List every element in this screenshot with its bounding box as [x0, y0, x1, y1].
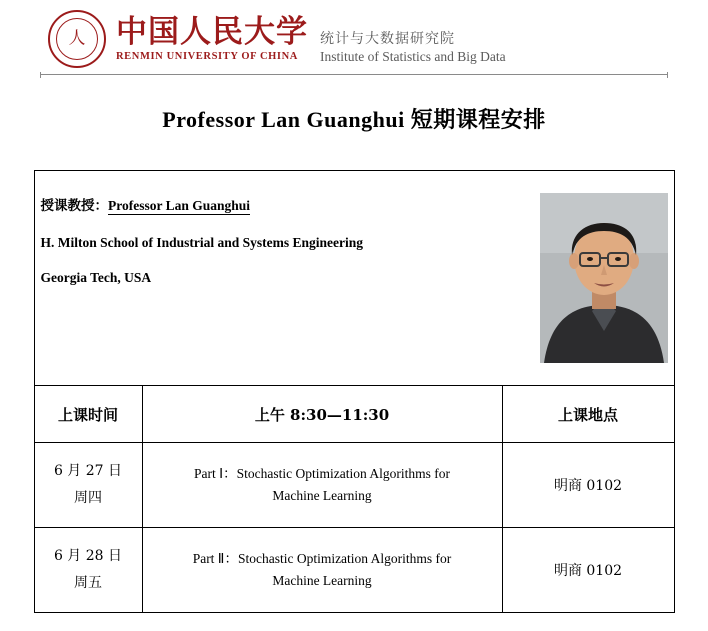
institute-name-en: Institute of Statistics and Big Data: [320, 49, 506, 65]
instructor-line-1: [41, 199, 540, 214]
row-date-line1: 6 月 27 日: [53, 463, 123, 480]
university-seal-icon: [48, 10, 106, 68]
portrait-graphic: [540, 193, 668, 363]
row-content: [142, 443, 502, 528]
institute-name-cn: 统计与大数据研究院: [320, 31, 455, 48]
header-branding: [0, 0, 708, 68]
divider-bar: [40, 74, 668, 75]
instructor-portrait-photo: [540, 193, 668, 363]
column-header-content: 上午 8:30—11:30: [142, 386, 502, 443]
university-name-en: RENMIN UNIVERSITY OF CHINA: [116, 50, 298, 62]
row-date: [34, 528, 142, 613]
row-content: [142, 528, 502, 613]
row-content-line2: Machine Learning: [272, 488, 372, 503]
row-place: 明商 0102: [502, 443, 674, 528]
column-header-place: 上课地点: [502, 386, 674, 443]
instructor-label: 授课教授：: [40, 198, 108, 214]
instructor-info-row: [34, 171, 674, 386]
university-name-block: [116, 16, 308, 62]
instructor-info-cell: [34, 171, 674, 386]
row-date: [34, 443, 142, 528]
instructor-affiliation: Georgia Tech, USA: [40, 270, 152, 285]
row-place: 明商 0102: [502, 528, 674, 613]
row-date-line2: 周四: [74, 490, 102, 506]
header-divider: [40, 72, 668, 77]
table-row: [34, 443, 674, 528]
university-name-cn: 中国人民大学: [116, 14, 308, 51]
page-title-name: Professor Lan Guanghui: [162, 107, 411, 132]
row-date-line2: 周五: [74, 575, 102, 591]
instructor-name: Professor Lan Guanghui: [108, 198, 251, 213]
row-content-line1: Part Ⅰ：Stochastic Optimization Algorithms for: [194, 465, 450, 481]
column-header-time: 上课时间: [34, 386, 142, 443]
row-date-line1: 6 月 28 日: [53, 548, 123, 565]
document-header: [0, 0, 708, 78]
instructor-school: H. Milton School of Industrial and Systems Engineering: [40, 234, 364, 250]
table-row: [34, 528, 674, 613]
divider-right-tick: [667, 72, 668, 78]
row-content-line1: Part Ⅱ：Stochastic Optimization Algorithms for: [192, 550, 452, 566]
schedule-header-row: [34, 386, 674, 443]
row-content-line2: Machine Learning: [272, 573, 372, 588]
divider-left-tick: [40, 72, 41, 78]
page-title-cn: 短期课程安排: [410, 107, 546, 133]
institute-name-block: [320, 30, 506, 68]
schedule-table: [34, 170, 675, 613]
seal-glyph: 人: [68, 28, 86, 49]
page-title: [0, 103, 708, 134]
instructor-text-block: [41, 193, 540, 307]
